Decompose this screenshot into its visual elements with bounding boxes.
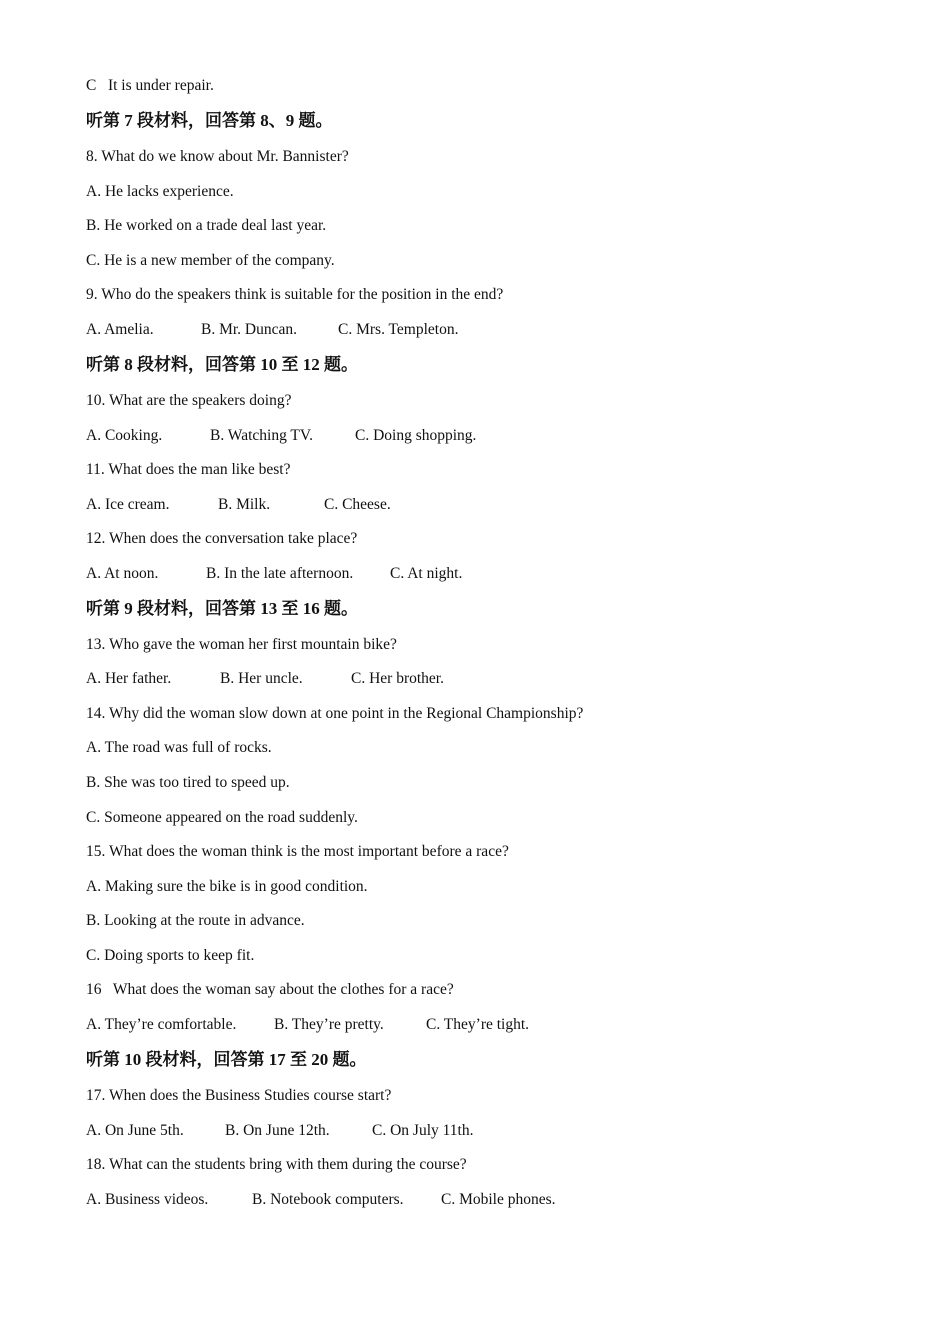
answer-option: C. Her brother. xyxy=(351,670,444,687)
answer-option: A. Cooking. xyxy=(86,427,163,444)
answer-option: B. On June 12th. xyxy=(225,1122,330,1139)
question-line: B. She was too tired to speed up. xyxy=(86,774,290,791)
answer-option: C. Mrs. Templeton. xyxy=(338,321,459,338)
section-heading: 听第 7 段材料，回答第 8、9 题。 xyxy=(86,111,333,130)
answer-option: C. Cheese. xyxy=(324,496,391,513)
question-line: A. He lacks experience. xyxy=(86,183,234,200)
question-line: C It is under repair. xyxy=(86,77,214,94)
answer-option: B. Watching TV. xyxy=(210,427,313,444)
answer-option: A. Her father. xyxy=(86,670,172,687)
answer-option: A. Amelia. xyxy=(86,321,154,338)
question-line: 8. What do we know about Mr. Bannister? xyxy=(86,148,349,165)
answer-option: A. Ice cream. xyxy=(86,496,170,513)
question-line: 17. When does the Business Studies course start? xyxy=(86,1087,392,1104)
question-line: 14. Why did the woman slow down at one point in the Regional Championship? xyxy=(86,705,584,722)
question-line: 12. When does the conversation take place? xyxy=(86,530,358,547)
question-line: C. Doing sports to keep fit. xyxy=(86,947,255,964)
answer-option: B. They’re pretty. xyxy=(274,1016,384,1033)
question-line: B. Looking at the route in advance. xyxy=(86,912,305,929)
question-line: C. He is a new member of the company. xyxy=(86,252,335,269)
question-line: 11. What does the man like best? xyxy=(86,461,291,478)
answer-option: A. On June 5th. xyxy=(86,1122,184,1139)
answer-option: B. Milk. xyxy=(218,496,271,513)
answer-option: A. At noon. xyxy=(86,565,159,582)
question-line: 13. Who gave the woman her first mountain bike? xyxy=(86,636,397,653)
answer-option: B. Notebook computers. xyxy=(252,1191,404,1208)
answer-option: A. Business videos. xyxy=(86,1191,209,1208)
answer-option: A. They’re comfortable. xyxy=(86,1016,237,1033)
question-line: A. Making sure the bike is in good condition. xyxy=(86,878,368,895)
answer-option: C. They’re tight. xyxy=(426,1016,530,1033)
section-heading: 听第 10 段材料，回答第 17 至 20 题。 xyxy=(86,1050,367,1069)
section-heading: 听第 9 段材料，回答第 13 至 16 题。 xyxy=(86,599,358,618)
answer-option: B. Mr. Duncan. xyxy=(201,321,298,338)
question-line: 10. What are the speakers doing? xyxy=(86,392,292,409)
answer-option: B. In the late afternoon. xyxy=(206,565,354,582)
answer-option: B. Her uncle. xyxy=(220,670,303,687)
answer-option: C. At night. xyxy=(390,565,463,582)
question-line: 18. What can the students bring with them during the course? xyxy=(86,1156,467,1173)
question-line: A. The road was full of rocks. xyxy=(86,739,272,756)
question-line: B. He worked on a trade deal last year. xyxy=(86,217,327,234)
answer-option: C. On July 11th. xyxy=(372,1122,474,1139)
question-line: C. Someone appeared on the road suddenly. xyxy=(86,809,358,826)
answer-option: C. Doing shopping. xyxy=(355,427,477,444)
question-line: 9. Who do the speakers think is suitable for the position in the end? xyxy=(86,286,504,303)
question-line: 15. What does the woman think is the most important before a race? xyxy=(86,843,509,860)
section-heading: 听第 8 段材料，回答第 10 至 12 题。 xyxy=(86,355,358,374)
answer-option: C. Mobile phones. xyxy=(441,1191,556,1208)
question-line: 16 What does the woman say about the clothes for a race? xyxy=(86,981,454,998)
